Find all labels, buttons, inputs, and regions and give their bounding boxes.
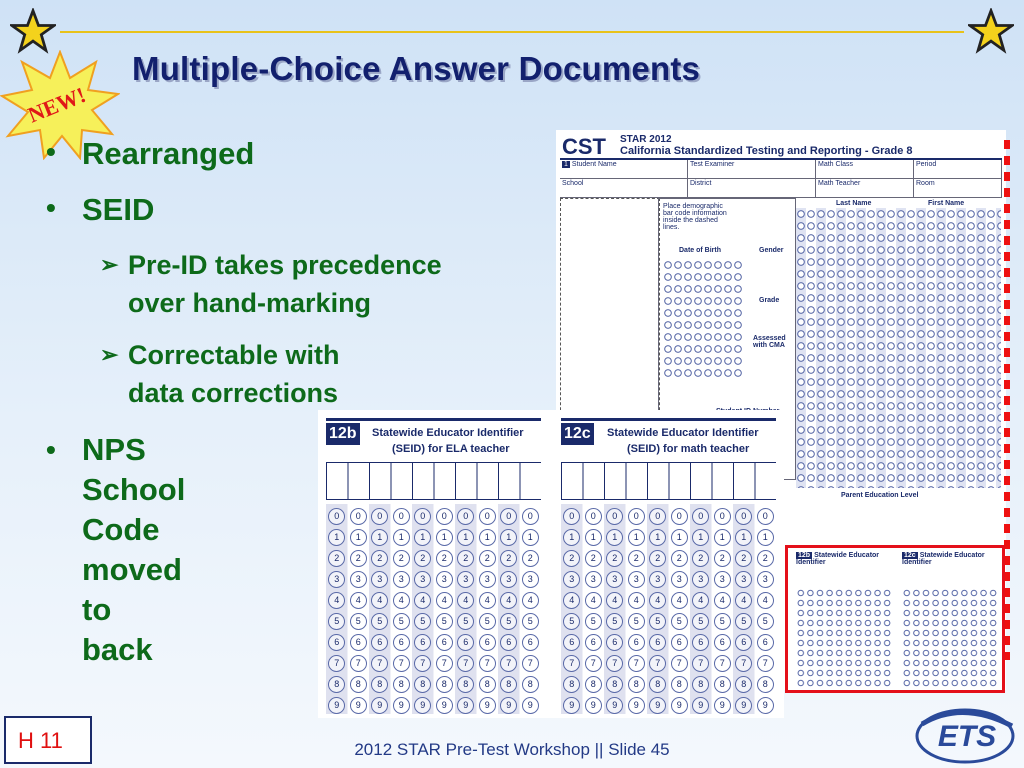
digit-bubble: 6: [628, 634, 645, 651]
digit-bubble: 7: [457, 655, 474, 672]
digit-bubble: 5: [606, 613, 623, 630]
digit-bubble-row: [326, 506, 541, 527]
digit-bubble-row: [326, 527, 541, 548]
bullet-text: Rearranged: [82, 136, 255, 171]
bubble-grid: [796, 588, 892, 688]
form-label: Assessed with CMA: [753, 335, 786, 349]
digit-bubble: 9: [479, 697, 496, 714]
digit-bubble-row: [561, 548, 776, 569]
digit-bubble: 3: [735, 571, 752, 588]
digit-bubble: 3: [563, 571, 580, 588]
digit-bubble: 1: [606, 529, 623, 546]
digit-bubble: 8: [649, 676, 666, 693]
digit-bubble-row: [326, 674, 541, 695]
digit-bubble: 5: [522, 613, 539, 630]
digit-bubble: 2: [671, 550, 688, 567]
digit-bubble: 4: [563, 592, 580, 609]
digit-bubble: 9: [371, 697, 388, 714]
digit-bubble: 4: [500, 592, 517, 609]
digit-bubble: 7: [563, 655, 580, 672]
digit-bubble: 1: [649, 529, 666, 546]
digit-bubble: 0: [628, 508, 645, 525]
digit-bubble: 0: [479, 508, 496, 525]
digit-bubble: 4: [328, 592, 345, 609]
digit-bubble: 2: [735, 550, 752, 567]
bullet-dot: •: [46, 192, 56, 223]
digit-bubble: 9: [563, 697, 580, 714]
form-field: District: [688, 179, 816, 198]
digit-bubble: 7: [371, 655, 388, 672]
digit-bubble: 8: [414, 676, 431, 693]
digit-bubble: 8: [606, 676, 623, 693]
digit-bubble: 7: [735, 655, 752, 672]
digit-bubble: 2: [628, 550, 645, 567]
bubble-grid: [902, 588, 998, 688]
digit-bubble: 6: [393, 634, 410, 651]
digit-bubble: 2: [522, 550, 539, 567]
form-label: Gender: [759, 247, 784, 254]
bullet-text: NPS School: [82, 432, 186, 507]
digit-bubble: 8: [757, 676, 774, 693]
digit-bubble: 3: [328, 571, 345, 588]
digit-bubble: 0: [500, 508, 517, 525]
digit-bubble: 4: [414, 592, 431, 609]
digit-bubble: 1: [328, 529, 345, 546]
digit-bubble: 7: [393, 655, 410, 672]
title-rule: [60, 31, 964, 33]
digit-bubble: 3: [393, 571, 410, 588]
page-title: Multiple-Choice Answer Documents: [132, 50, 701, 87]
form-label: Date of Birth: [679, 247, 721, 254]
digit-bubble: 3: [606, 571, 623, 588]
seid-title: Statewide Educator Identifier: [607, 427, 759, 439]
bullet-dot: •: [46, 136, 56, 167]
digit-bubble: 3: [479, 571, 496, 588]
arrow-bullet-icon: ➢: [100, 342, 119, 367]
digit-bubble-row: [326, 548, 541, 569]
digit-bubble: 2: [457, 550, 474, 567]
digit-bubble: 1: [350, 529, 367, 546]
digit-bubble: 4: [479, 592, 496, 609]
digit-bubble: 8: [628, 676, 645, 693]
digit-bubble: 6: [585, 634, 602, 651]
digit-bubble: 8: [522, 676, 539, 693]
seid-write-boxes: [326, 462, 541, 500]
digit-bubble: 3: [457, 571, 474, 588]
seid-math-panel: [561, 418, 776, 714]
seid-header: [326, 418, 541, 463]
digit-bubble: 1: [500, 529, 517, 546]
digit-bubble: 6: [479, 634, 496, 651]
digit-bubble: 5: [649, 613, 666, 630]
digit-bubble: 0: [735, 508, 752, 525]
digit-bubble: 5: [671, 613, 688, 630]
digit-bubble: 1: [714, 529, 731, 546]
digit-bubble: 9: [522, 697, 539, 714]
form-label: Last Name: [836, 200, 872, 207]
digit-bubble: 7: [649, 655, 666, 672]
digit-bubble: 4: [714, 592, 731, 609]
digit-bubble: 9: [714, 697, 731, 714]
digit-bubble: 5: [328, 613, 345, 630]
digit-bubble: 7: [500, 655, 517, 672]
form-brand: CST: [562, 134, 606, 159]
digit-bubble-row: [561, 569, 776, 590]
digit-bubble: 2: [649, 550, 666, 567]
digit-bubble: 7: [606, 655, 623, 672]
digit-bubble: 9: [414, 697, 431, 714]
form-field: School: [560, 179, 688, 198]
digit-bubble: 4: [371, 592, 388, 609]
form-subtitle: California Standardized Testing and Reporting - Grade 8: [620, 145, 913, 157]
digit-bubble: 3: [585, 571, 602, 588]
digit-bubble: 5: [393, 613, 410, 630]
digit-bubble: 8: [393, 676, 410, 693]
digit-bubble: 7: [436, 655, 453, 672]
digit-bubble: 1: [628, 529, 645, 546]
digit-bubble: 5: [457, 613, 474, 630]
digit-bubble: 0: [714, 508, 731, 525]
digit-bubble: 9: [628, 697, 645, 714]
digit-bubble: 1: [393, 529, 410, 546]
seid-write-boxes: [561, 462, 776, 500]
digit-bubble: 2: [350, 550, 367, 567]
form-field: Math Teacher: [816, 179, 914, 198]
digit-bubble-row: [326, 569, 541, 590]
seid-highlight-box: [785, 545, 1005, 693]
bubble-grid: [663, 259, 743, 379]
digit-bubble: 9: [735, 697, 752, 714]
digit-bubble: 8: [585, 676, 602, 693]
digit-bubble: 6: [350, 634, 367, 651]
digit-bubble: 3: [692, 571, 709, 588]
subbullet-text: Correctable with: [128, 340, 340, 370]
digit-bubble: 0: [371, 508, 388, 525]
seid-title: (SEID) for ELA teacher: [392, 443, 510, 455]
digit-bubble: 6: [606, 634, 623, 651]
digit-bubble: 0: [757, 508, 774, 525]
digit-bubble: 1: [563, 529, 580, 546]
digit-bubble: 8: [350, 676, 367, 693]
digit-bubble: 5: [757, 613, 774, 630]
digit-bubble: 2: [328, 550, 345, 567]
digit-bubble: 7: [628, 655, 645, 672]
digit-bubble: 5: [735, 613, 752, 630]
digit-bubble-row: [561, 590, 776, 611]
digit-bubble-row: [326, 611, 541, 632]
digit-bubble: 6: [457, 634, 474, 651]
digit-bubble: 4: [350, 592, 367, 609]
seid-title: (SEID) for math teacher: [627, 443, 750, 455]
digit-bubble: 0: [414, 508, 431, 525]
digit-bubble-row: [326, 695, 541, 716]
digit-bubble: 1: [757, 529, 774, 546]
seid-title: Statewide Educator Identifier: [372, 427, 524, 439]
digit-bubble: 2: [371, 550, 388, 567]
digit-bubble: 1: [371, 529, 388, 546]
digit-bubble: 9: [328, 697, 345, 714]
digit-bubble: 0: [328, 508, 345, 525]
digit-bubble: 1: [585, 529, 602, 546]
digit-bubble: 9: [692, 697, 709, 714]
bullet-text: SEID: [82, 192, 155, 227]
digit-bubble: 7: [714, 655, 731, 672]
digit-bubble: 2: [563, 550, 580, 567]
digit-bubble: 6: [371, 634, 388, 651]
digit-bubble: 3: [714, 571, 731, 588]
digit-bubble: 9: [500, 697, 517, 714]
digit-bubble-row: [561, 527, 776, 548]
form-label: First Name: [928, 200, 965, 207]
digit-bubble: 5: [414, 613, 431, 630]
digit-bubble: 5: [692, 613, 709, 630]
digit-bubble: 1: [522, 529, 539, 546]
digit-bubble: 3: [671, 571, 688, 588]
digit-bubble: 4: [457, 592, 474, 609]
digit-bubble: 6: [522, 634, 539, 651]
digit-bubble: 0: [457, 508, 474, 525]
seid-bubble-grid: [326, 504, 541, 714]
digit-bubble: 1: [735, 529, 752, 546]
digit-bubble: 0: [692, 508, 709, 525]
digit-bubble: 5: [350, 613, 367, 630]
digit-bubble: 9: [436, 697, 453, 714]
digit-bubble: 3: [414, 571, 431, 588]
digit-bubble: 2: [500, 550, 517, 567]
digit-bubble: 4: [671, 592, 688, 609]
digit-bubble: 0: [436, 508, 453, 525]
digit-bubble-row: [561, 506, 776, 527]
name-bubble-grid: [796, 208, 1001, 488]
form-label: Parent Education Level: [841, 492, 919, 499]
digit-bubble: 7: [757, 655, 774, 672]
digit-bubble-row: [561, 653, 776, 674]
digit-bubble: 7: [522, 655, 539, 672]
digit-bubble: 4: [692, 592, 709, 609]
digit-bubble: 7: [692, 655, 709, 672]
digit-bubble: 0: [585, 508, 602, 525]
digit-bubble: 9: [393, 697, 410, 714]
bullet-text: moved to: [82, 552, 182, 627]
digit-bubble-row: [326, 653, 541, 674]
digit-bubble: 6: [328, 634, 345, 651]
digit-bubble: 5: [563, 613, 580, 630]
form-label: Grade: [759, 297, 780, 304]
digit-bubble: 9: [757, 697, 774, 714]
bullet-dot: •: [46, 434, 56, 465]
form-field: 1 Student Name: [560, 160, 688, 179]
subbullet-text: data corrections: [128, 378, 339, 408]
digit-bubble: 6: [714, 634, 731, 651]
digit-bubble: 3: [649, 571, 666, 588]
digit-bubble-row: [561, 632, 776, 653]
digit-bubble: 7: [671, 655, 688, 672]
digit-bubble-row: [561, 695, 776, 716]
digit-bubble: 9: [350, 697, 367, 714]
digit-bubble: 8: [692, 676, 709, 693]
digit-bubble: 6: [757, 634, 774, 651]
digit-bubble: 3: [757, 571, 774, 588]
digit-bubble: 8: [457, 676, 474, 693]
digit-bubble: 8: [371, 676, 388, 693]
digit-bubble: 5: [371, 613, 388, 630]
digit-bubble: 3: [522, 571, 539, 588]
seid-zoom-panel: [318, 410, 784, 718]
digit-bubble: 0: [606, 508, 623, 525]
star-icon: [10, 8, 56, 54]
digit-bubble: 6: [649, 634, 666, 651]
digit-bubble: 5: [628, 613, 645, 630]
digit-bubble: 1: [692, 529, 709, 546]
digit-bubble: 2: [692, 550, 709, 567]
digit-bubble: 8: [328, 676, 345, 693]
digit-bubble: 8: [735, 676, 752, 693]
digit-bubble: 4: [436, 592, 453, 609]
digit-bubble: 4: [628, 592, 645, 609]
digit-bubble: 0: [671, 508, 688, 525]
digit-bubble: 6: [671, 634, 688, 651]
subbullet-text: over hand-marking: [128, 288, 372, 318]
form-field: Room: [914, 179, 1002, 198]
digit-bubble: 2: [393, 550, 410, 567]
digit-bubble: 3: [350, 571, 367, 588]
digit-bubble: 7: [350, 655, 367, 672]
ets-logo: [912, 704, 1018, 766]
form-subtitle: STAR 2012: [620, 134, 672, 145]
form-label: 12c Statewide Educator Identifier: [902, 552, 985, 566]
star-icon: [968, 8, 1014, 54]
digit-bubble: 0: [563, 508, 580, 525]
digit-bubble-row: [326, 632, 541, 653]
digit-bubble: 2: [585, 550, 602, 567]
digit-bubble-row: [326, 590, 541, 611]
ets-logo-text: ETS: [937, 720, 997, 753]
digit-bubble: 6: [692, 634, 709, 651]
digit-bubble: 4: [585, 592, 602, 609]
digit-bubble: 4: [522, 592, 539, 609]
digit-bubble: 8: [500, 676, 517, 693]
digit-bubble: 0: [350, 508, 367, 525]
new-badge-text: NEW!: [24, 81, 90, 128]
seid-ela-panel: [326, 418, 541, 714]
form-field: Period: [914, 160, 1002, 179]
digit-bubble: 3: [436, 571, 453, 588]
digit-bubble: 7: [585, 655, 602, 672]
digit-bubble: 2: [436, 550, 453, 567]
digit-bubble: 9: [671, 697, 688, 714]
seid-number: 12c: [561, 423, 594, 445]
digit-bubble: 6: [436, 634, 453, 651]
seid-header: [561, 418, 776, 463]
digit-bubble: 2: [479, 550, 496, 567]
digit-bubble: 4: [735, 592, 752, 609]
arrow-bullet-icon: ➢: [100, 252, 119, 277]
digit-bubble: 5: [500, 613, 517, 630]
digit-bubble: 8: [671, 676, 688, 693]
digit-bubble: 5: [585, 613, 602, 630]
digit-bubble: 1: [436, 529, 453, 546]
digit-bubble: 2: [757, 550, 774, 567]
digit-bubble: 3: [371, 571, 388, 588]
seid-number: 12b: [326, 423, 360, 445]
digit-bubble: 6: [563, 634, 580, 651]
form-label: 12b Statewide Educator Identifier: [796, 552, 880, 566]
digit-bubble-row: [561, 674, 776, 695]
digit-bubble: 0: [393, 508, 410, 525]
subbullet-text: Pre-ID takes precedence: [128, 250, 442, 280]
digit-bubble: 9: [585, 697, 602, 714]
digit-bubble: 6: [735, 634, 752, 651]
digit-bubble: 4: [649, 592, 666, 609]
digit-bubble: 5: [714, 613, 731, 630]
digit-bubble: 2: [606, 550, 623, 567]
digit-bubble: 1: [479, 529, 496, 546]
digit-bubble: 0: [522, 508, 539, 525]
digit-bubble: 9: [649, 697, 666, 714]
form-field: Test Examiner: [688, 160, 816, 179]
digit-bubble: 7: [479, 655, 496, 672]
bullet-text: back: [82, 632, 153, 667]
digit-bubble: 5: [479, 613, 496, 630]
digit-bubble: 9: [457, 697, 474, 714]
digit-bubble: 7: [328, 655, 345, 672]
corner-label-text: H 11: [18, 728, 63, 753]
digit-bubble: 1: [457, 529, 474, 546]
digit-bubble: 1: [671, 529, 688, 546]
digit-bubble-row: [561, 611, 776, 632]
digit-bubble: 6: [414, 634, 431, 651]
digit-bubble: 1: [414, 529, 431, 546]
digit-bubble: 4: [757, 592, 774, 609]
form-header-grid: [560, 158, 1002, 198]
digit-bubble: 9: [606, 697, 623, 714]
digit-bubble: 4: [393, 592, 410, 609]
digit-bubble: 6: [500, 634, 517, 651]
seid-bubble-grid: [561, 504, 776, 714]
digit-bubble: 8: [714, 676, 731, 693]
digit-bubble: 5: [436, 613, 453, 630]
digit-bubble: 3: [628, 571, 645, 588]
slide-footer: 2012 STAR Pre-Test Workshop || Slide 45: [354, 740, 670, 759]
digit-bubble: 3: [500, 571, 517, 588]
digit-bubble: 8: [436, 676, 453, 693]
digit-bubble: 2: [414, 550, 431, 567]
form-instruction: Place demographic bar code information inside the dashed lines.: [663, 203, 727, 231]
digit-bubble: 4: [606, 592, 623, 609]
digit-bubble: 8: [563, 676, 580, 693]
digit-bubble: 2: [714, 550, 731, 567]
digit-bubble: 0: [649, 508, 666, 525]
form-field: Math Class: [816, 160, 914, 179]
digit-bubble: 8: [479, 676, 496, 693]
digit-bubble: 7: [414, 655, 431, 672]
bullet-text: Code: [82, 512, 160, 547]
